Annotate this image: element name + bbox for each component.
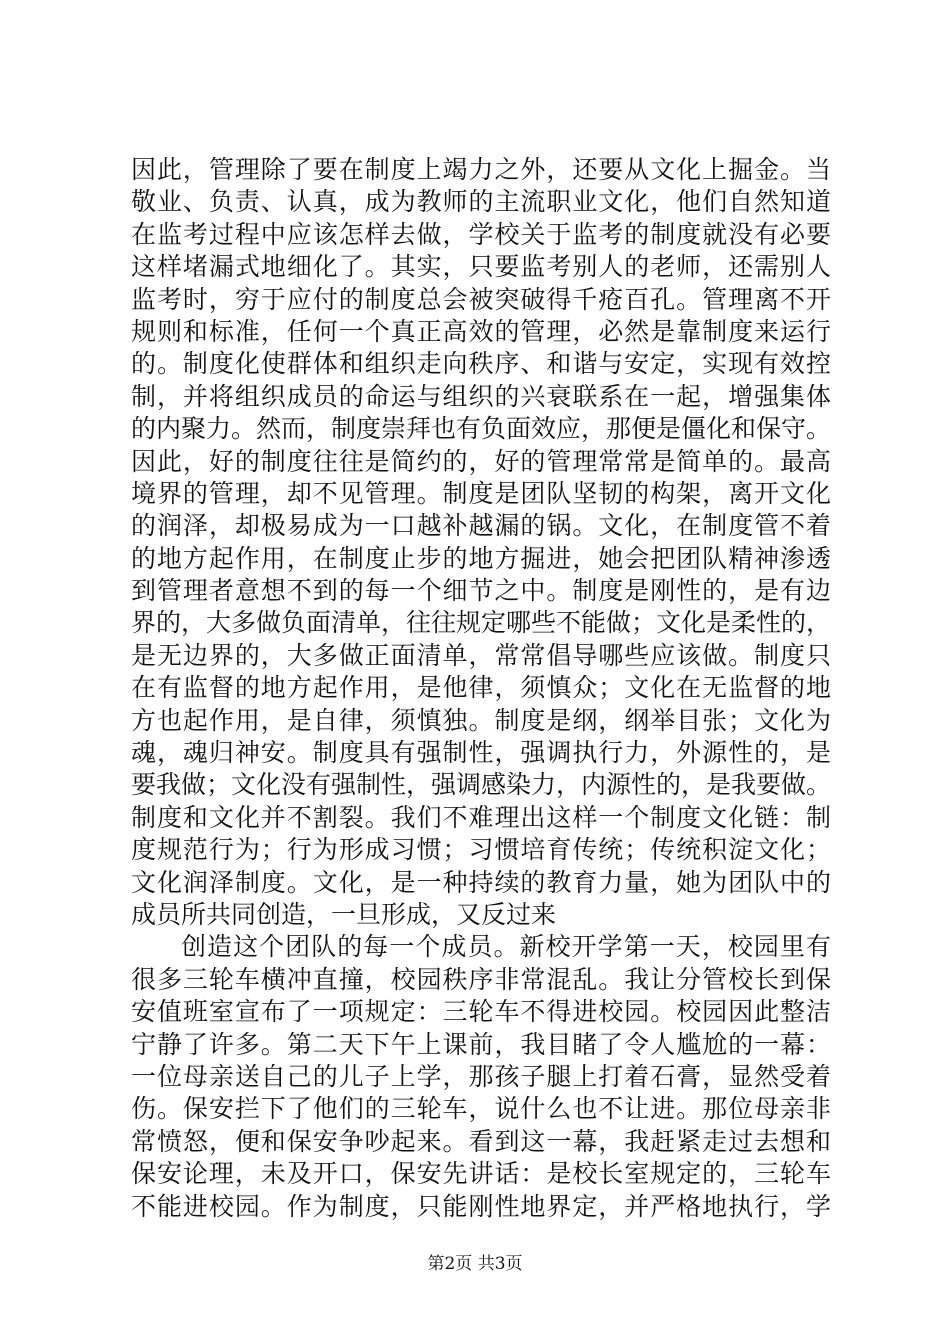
text-line: 方也起作用，是自律，须慎独。制度是纲，纲举目张；文化为 — [131, 705, 831, 735]
text-line: 境界的管理，却不见管理。制度是团队坚韧的构架，离开文化 — [131, 478, 831, 508]
text-line: 敬业、负责、认真，成为教师的主流职业文化，他们自然知道 — [131, 187, 831, 217]
text-line: 创造这个团队的每一个成员。新校开学第一天，校园里有 — [181, 932, 831, 962]
text-line: 因此，管理除了要在制度上竭力之外，还要从文化上掘金。当 — [131, 155, 831, 184]
text-line: 界的，大多做负面清单，往往规定哪些不能做；文化是柔性的， — [131, 608, 831, 638]
page-number-label: 第2页 共3页 — [427, 1254, 523, 1274]
text-line: 这样堵漏式地细化了。其实，只要监考别人的老师，还需别人 — [131, 252, 831, 282]
text-line: 是无边界的，大多做正面清单，常常倡导哪些应该做。制度只 — [131, 640, 831, 670]
text-line: 监考时，穷于应付的制度总会被突破得千疮百孔。管理离不开 — [131, 284, 831, 314]
page-footer — [0, 1252, 950, 1276]
text-line: 文化润泽制度。文化，是一种持续的教育力量，她为团队中的 — [131, 867, 831, 897]
text-line: 很多三轮车横冲直撞，校园秩序非常混乱。我让分管校长到保 — [131, 964, 831, 994]
text-line: 要我做；文化没有强制性，强调感染力，内源性的，是我要做。 — [131, 770, 831, 800]
text-line: 在有监督的地方起作用，是他律，须慎众；文化在无监督的地 — [131, 673, 831, 703]
text-line: 常愤怒，便和保安争吵起来。看到这一幕，我赶紧走过去想和 — [131, 1126, 831, 1156]
text-line: 到管理者意想不到的每一个细节之中。制度是刚性的，是有边 — [131, 576, 831, 606]
text-line: 的润泽，却极易成为一口越补越漏的锅。文化，在制度管不着 — [131, 511, 831, 541]
paragraph-2 — [131, 931, 831, 1223]
text-line: 制，并将组织成员的命运与组织的兴衰联系在一起，增强集体 — [131, 381, 831, 411]
text-line: 一位母亲送自己的儿子上学，那孩子腿上打着石膏，显然受着 — [131, 1061, 831, 1091]
text-line: 安值班室宣布了一项规定：三轮车不得进校园。校园因此整洁 — [131, 997, 831, 1027]
text-line: 在监考过程中应该怎样去做，学校关于监考的制度就没有必要 — [131, 219, 831, 249]
paragraph-1 — [131, 154, 831, 931]
text-line: 成员所共同创造，一旦形成，又反过来 — [131, 899, 557, 929]
text-line: 因此，好的制度往往是简约的，好的管理常常是简单的。最高 — [131, 446, 831, 476]
body-text — [131, 154, 831, 1223]
text-line: 保安论理，未及开口，保安先讲话：是校长室规定的，三轮车 — [131, 1159, 831, 1189]
text-line: 伤。保安拦下了他们的三轮车，说什么也不让进。那位母亲非 — [131, 1094, 831, 1124]
text-line: 宁静了许多。第二天下午上课前，我目睹了令人尴尬的一幕： — [131, 1029, 831, 1059]
text-line: 制度和文化并不割裂。我们不难理出这样一个制度文化链：制 — [131, 802, 831, 832]
text-line: 度规范行为；行为形成习惯；习惯培育传统；传统积淀文化； — [131, 835, 831, 865]
text-line: 魂，魂归神安。制度具有强制性，强调执行力，外源性的，是 — [131, 738, 831, 768]
text-line: 的地方起作用，在制度止步的地方掘进，她会把团队精神渗透 — [131, 543, 831, 573]
text-line: 不能进校园。作为制度，只能刚性地界定，并严格地执行，学 — [131, 1191, 831, 1221]
text-line: 的。制度化使群体和组织走向秩序、和谐与安定，实现有效控 — [131, 349, 831, 379]
text-line: 规则和标准，任何一个真正高效的管理，必然是靠制度来运行 — [131, 316, 831, 346]
text-line: 的内聚力。然而，制度崇拜也有负面效应，那便是僵化和保守。 — [131, 414, 831, 444]
